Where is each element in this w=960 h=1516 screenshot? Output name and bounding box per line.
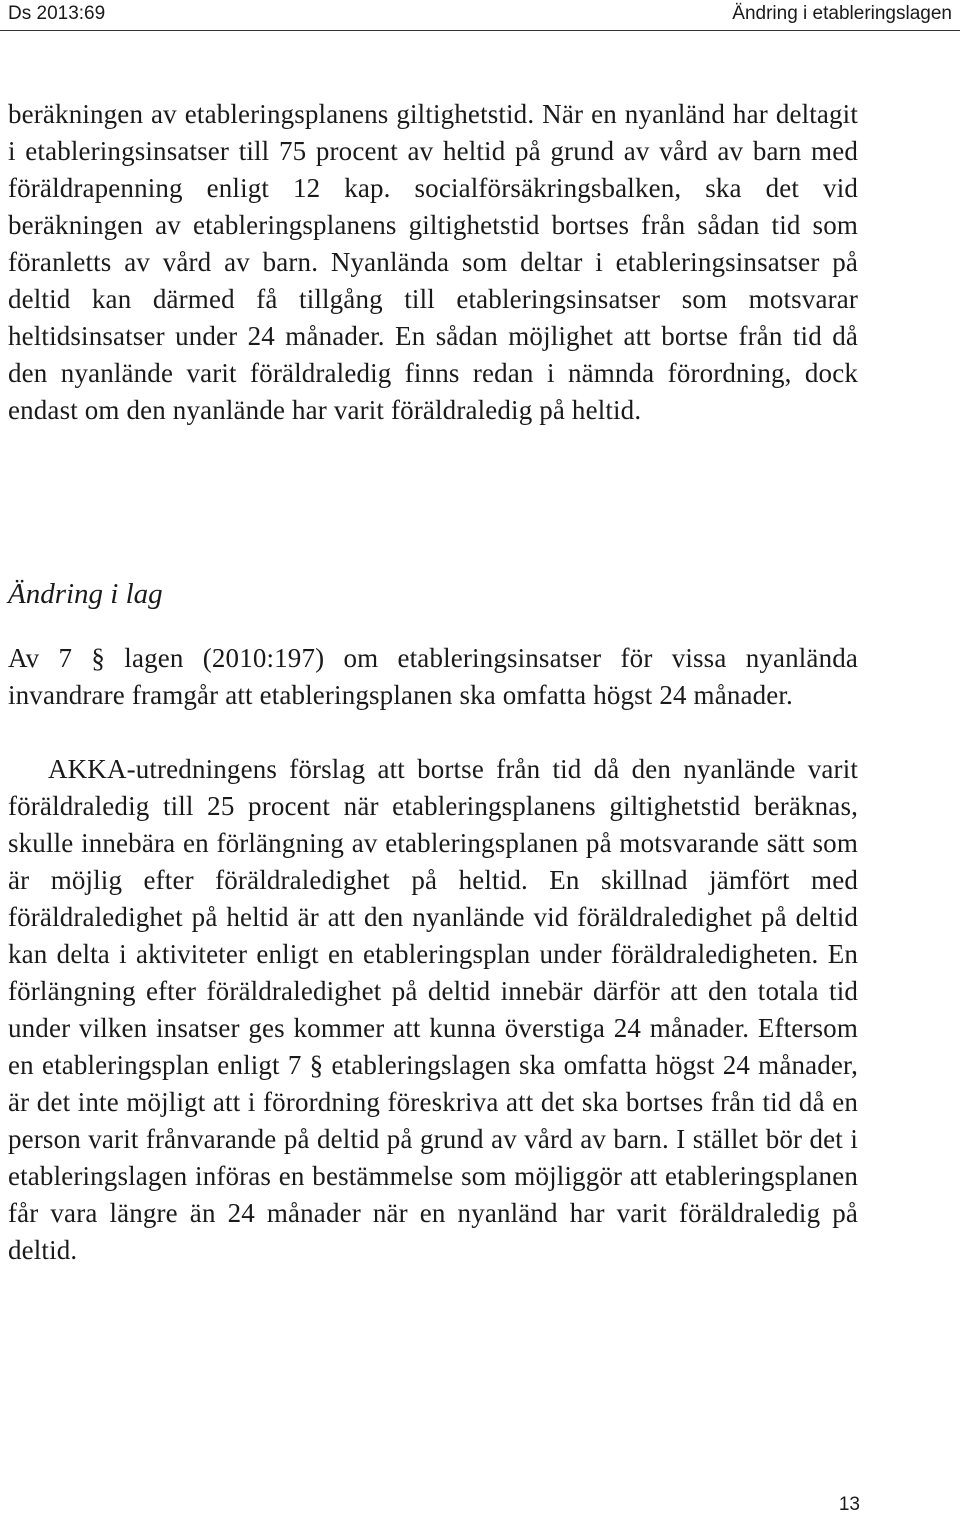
chapter-title: Ändring i etableringslagen [732, 3, 952, 24]
paragraph-text: beräkningen av etableringsplanens giltighetstid. När en nyanländ har deltagit i etableringsinsatser till 75 procent av heltid på grund av vård av barn med föräldrapenning enligt 12 kap. socialförsäkringsbalken, ska det vid beräkningen av etableringsplanens giltighetstid bortses från sådan tid som föranletts av vård av barn. Nyanlända som deltar i etableringsinsatser på deltid kan därmed få tillgång till etableringsinsatser som motsvarar heltidsinsatser under 24 månader. En sådan möjlighet att bortse från tid då den nyanlände varit föräldraledig finns redan i nämnda förordning, dock endast om den nyanlände har varit föräldraledig på heltid. [8, 99, 858, 425]
section-heading: Ändring i lag [8, 578, 163, 610]
document-reference: Ds 2013:69 [8, 3, 106, 24]
paragraph-intro [8, 96, 858, 429]
paragraph-text: Av 7 § lagen (2010:197) om etableringsinsatser för vissa nyanlända invandrare framgår att etableringsplanen ska omfatta högst 24 månader. [8, 643, 858, 710]
paragraph-text: AKKA-utredningens förslag att bortse från tid då den nyanlände varit föräldraledig till 25 procent när etableringsplanens giltighetstid beräknas, skulle innebära en förlängning av etableringsplanen på motsvarande sätt som är möjlig efter föräldraledighet på heltid. En skillnad jämfört med föräldraledighet på heltid är att den nyanlände vid föräldraledighet på deltid kan delta i aktiviteter enligt en etableringsplan under föräldraledigheten. En förlängning efter föräldraledighet på deltid innebär därför att den totala tid under vilken insatser ges kommer att kunna överstiga 24 månader. Eftersom en etableringsplan enligt 7 § etableringslagen ska omfatta högst 24 månader, är det inte möjligt att i förordning föreskriva att det ska bortses från tid då en person varit frånvarande på deltid på grund av vård av barn. I stället bör det i etableringslagen införas en bestämmelse som möjliggör att etableringsplanen får vara längre än 24 månader när en nyanländ har varit föräldraledig på deltid. [8, 754, 858, 1265]
paragraph-analysis [8, 751, 858, 1269]
page-number: 13 [838, 1494, 860, 1515]
paragraph-law [8, 640, 858, 714]
header-divider [0, 30, 960, 31]
running-header [0, 0, 960, 30]
